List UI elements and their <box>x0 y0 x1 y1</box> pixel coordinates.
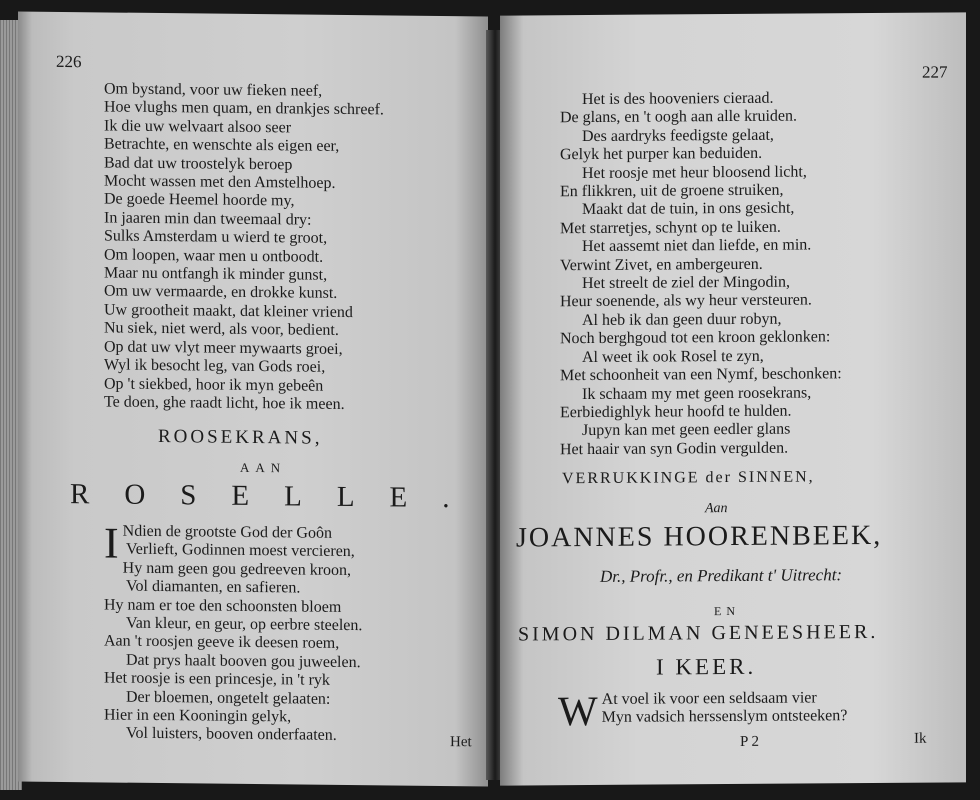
poem-bottom-lines <box>104 541 488 747</box>
poem-line: Op dat uw vlyt meer mywaarts groei, <box>104 338 343 358</box>
poem-line: Maar nu ontfangh ik minder gunst, <box>104 264 328 284</box>
poem-line: Verlieft, Godinnen moest vercieren, <box>126 541 355 561</box>
poem-line: Te doen, ghe raadt licht, hoe ik meen. <box>104 393 345 413</box>
poem-line: De goede Heemel hoorde my, <box>104 190 295 210</box>
poem-line: Het is des hooveniers cieraad. <box>582 89 774 109</box>
poem-line: Nu siek, niet werd, als voor, bedient. <box>104 319 339 340</box>
poem-line: De glans, en 't oogh aan alle kruiden. <box>560 107 798 127</box>
poem-line: Bad dat uw troostelyk beroep <box>104 154 293 174</box>
poem-line: Het aassemt niet dan liefde, en min. <box>582 236 812 256</box>
poem-line: Der bloemen, ongetelt gelaaten: <box>126 688 331 708</box>
poem-line: Hy nam er toe den schoonsten bloem <box>104 596 342 616</box>
poem-verrukkinge <box>558 688 966 736</box>
poem-line: Dat prys haalt booven gou juweelen. <box>126 651 361 671</box>
title-roselle: ROSELLE. <box>70 478 485 515</box>
poem-line: Jupyn kan met geen eedler glans <box>582 420 791 440</box>
poem-line: Des aardryks feedigste gelaat, <box>582 126 774 145</box>
signature-mark: P 2 <box>740 733 760 750</box>
verse-line: At voel ik voor een seldsaam vier <box>601 689 817 708</box>
poem-line: Hoe vlughs men quam, en drankjes schreef. <box>104 98 384 119</box>
right-page <box>500 12 966 785</box>
heading-i-keer: I KEER. <box>656 653 757 680</box>
heading-aan: Aan <box>705 501 728 517</box>
poem-line: Verwint Zivet, en ambergeuren. <box>560 255 763 274</box>
poem-first-line: I Ndien de grootste God der Goôn <box>104 518 332 568</box>
heading-en: EN <box>714 603 740 619</box>
poem-line: Al heb ik dan geen duur robyn, <box>582 310 782 329</box>
poem-line: Al weet ik ook Rosel te zyn, <box>582 347 764 366</box>
poem-line: Maakt dat de tuin, in ons gesicht, <box>582 200 795 219</box>
heading-verrukkinge: VERRUKKINGE der SINNEN, <box>562 468 815 488</box>
poem-line: Heur soenende, als wy heur versteuren. <box>560 291 812 311</box>
poem-top <box>104 80 488 415</box>
page-number-left: 226 <box>56 51 82 72</box>
poem-line: Vol diamanten, en safieren. <box>126 577 301 597</box>
poem-line: Hier in een Kooningin gelyk, <box>104 706 292 726</box>
heading-titles: Dr., Profr., en Predikant t' Uitrecht: <box>600 565 843 586</box>
poem-line: Met schoonheit van een Nymf, beschonken: <box>560 365 842 385</box>
left-page <box>18 12 488 787</box>
drop-cap-w: W <box>558 688 598 736</box>
catchword-left: Het <box>450 734 472 751</box>
poem-line: Ik die uw welvaart alsoo seer <box>104 117 292 137</box>
heading-dilman: SIMON DILMAN GENEESHEER. <box>518 620 879 646</box>
poem-line: In jaaren min dan tweemaal dry: <box>104 209 312 229</box>
poem-line: Het haair van syn Godin vergulden. <box>560 439 789 458</box>
poem-line: Ik schaam my met geen roosekrans, <box>582 383 812 403</box>
poem-line: Met starretjes, schynt op te luiken. <box>560 218 781 238</box>
poem-line: En flikkren, uit de groene struiken, <box>560 181 784 201</box>
poem-line: Aan 't roosjen geeve ik deesen roem, <box>104 632 340 653</box>
poem-line: Om loopen, waar men u ontboodt. <box>104 246 324 266</box>
poem-line: Van kleur, en geur, op eerbre steelen. <box>126 614 363 635</box>
poem-line: Wyl ik besocht leg, van Gods roei, <box>104 356 326 376</box>
poem-line: Het roosje met heur bloosend licht, <box>582 163 807 182</box>
title-aan: AAN <box>240 459 287 476</box>
poem-line: Betrachte, en wenschte als eigen eer, <box>104 135 340 156</box>
poem-line: Uw grootheit maakt, dat kleiner vriend <box>104 301 353 321</box>
poem-line: Op 't siekbed, hoor ik myn gebeên <box>104 374 324 395</box>
poem-line: Sulks Amsterdam u wierd te groot, <box>104 227 328 248</box>
drop-cap-i: I <box>104 518 119 568</box>
poem-line: Gelyk het purper kan beduiden. <box>560 145 763 164</box>
poem-line: Om bystand, voor uw fieken neef, <box>104 80 323 100</box>
poem-line: Hy nam geen gou gedreeven kroon, <box>122 559 352 579</box>
poem-line: Mocht wassen met den Amstelhoep. <box>104 172 336 192</box>
poem-line: Om uw vermaarde, en drokke kunst. <box>104 282 338 303</box>
poem-right <box>560 88 966 459</box>
catchword-right: Ik <box>914 730 927 747</box>
poem-line: Het streelt de ziel der Mingodin, <box>582 273 790 293</box>
poem-bottom <box>104 518 488 747</box>
heading-hoorenbeek: JOANNES HOORENBEEK, <box>516 519 883 554</box>
verse-line: Myn vadsich herssenslym ontsteeken? <box>601 707 848 727</box>
poem-line: Eerbiedighlyk heur hoofd te hulden. <box>560 402 792 422</box>
title-roosekrans: ROOSEKRANS, <box>158 426 323 449</box>
page-number-right: 227 <box>922 62 948 82</box>
poem-line: Vol luisters, booven onderfaaten. <box>126 725 337 745</box>
poem-line: Het roosje is een princesje, in 't ryk <box>104 669 330 690</box>
poem-line: Noch berghgoud tot een kroon geklonken: <box>560 328 831 348</box>
